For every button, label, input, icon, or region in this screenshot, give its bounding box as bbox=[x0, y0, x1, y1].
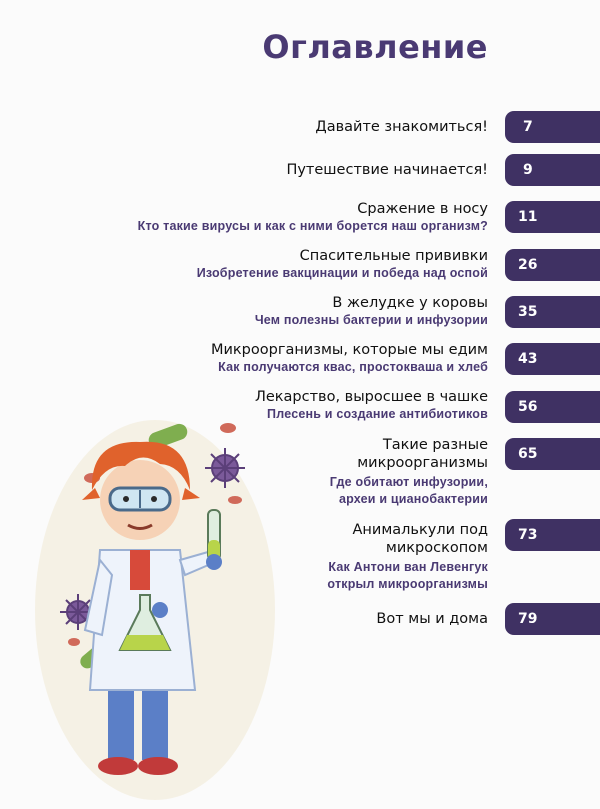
toc-entry[interactable] bbox=[197, 247, 488, 282]
page-number-badge: 73 bbox=[505, 519, 600, 551]
page-number-badge: 56 bbox=[505, 391, 600, 423]
page-number-badge: 65 bbox=[505, 438, 600, 470]
chapter-subtitle: Кто такие вирусы и как с ними борется наш организм? bbox=[137, 219, 488, 233]
toc-entry[interactable] bbox=[286, 161, 488, 179]
toc-entry[interactable] bbox=[255, 294, 488, 329]
page-title: Оглавление bbox=[262, 28, 488, 66]
chapter-subtitle: Как Антони ван Левенгук открыл микроорганизмы bbox=[327, 560, 488, 591]
chapter-title: Спасительные прививки bbox=[299, 248, 488, 264]
chapter-subtitle: Как получаются квас, простокваша и хлеб bbox=[218, 360, 488, 374]
toc-entry[interactable] bbox=[376, 610, 488, 628]
toc-entry[interactable] bbox=[138, 200, 488, 235]
toc-entry[interactable] bbox=[288, 521, 488, 593]
page-number-badge: 11 bbox=[505, 201, 600, 233]
chapter-title: Сражение в носу bbox=[357, 201, 488, 217]
page-number-badge: 26 bbox=[505, 249, 600, 281]
chapter-title: Анималькули под микроскопом bbox=[352, 522, 488, 556]
chapter-subtitle: Плесень и создание антибиотиков bbox=[267, 407, 488, 421]
chapter-title: Такие разные микроорганизмы bbox=[357, 437, 488, 471]
page-number-badge: 7 bbox=[505, 111, 600, 143]
toc-entry[interactable] bbox=[315, 118, 488, 136]
chapter-title: Вот мы и дома bbox=[376, 611, 488, 627]
chapter-title: Лекарство, выросшее в чашке bbox=[254, 389, 488, 405]
chapter-subtitle: Чем полезны бактерии и инфузории bbox=[254, 313, 488, 327]
page-number-badge: 9 bbox=[505, 154, 600, 186]
chapter-title: Путешествие начинается! bbox=[286, 162, 488, 178]
page-number-badge: 35 bbox=[505, 296, 600, 328]
toc-entry[interactable] bbox=[211, 341, 488, 376]
virus-icon bbox=[205, 448, 245, 488]
scientist-illustration bbox=[30, 380, 300, 800]
chapter-subtitle: Изобретение вакцинации и победа над оспой bbox=[196, 266, 488, 280]
chapter-title: Микроорганизмы, которые мы едим bbox=[210, 342, 488, 358]
chapter-subtitle: Где обитают инфузории, археи и цианобактерии bbox=[329, 475, 488, 506]
toc-entry[interactable] bbox=[298, 436, 488, 508]
chapter-title: В желудке у коровы bbox=[332, 295, 488, 311]
page-number-badge: 43 bbox=[505, 343, 600, 375]
page-number-badge: 79 bbox=[505, 603, 600, 635]
chapter-title: Давайте знакомиться! bbox=[315, 119, 488, 135]
